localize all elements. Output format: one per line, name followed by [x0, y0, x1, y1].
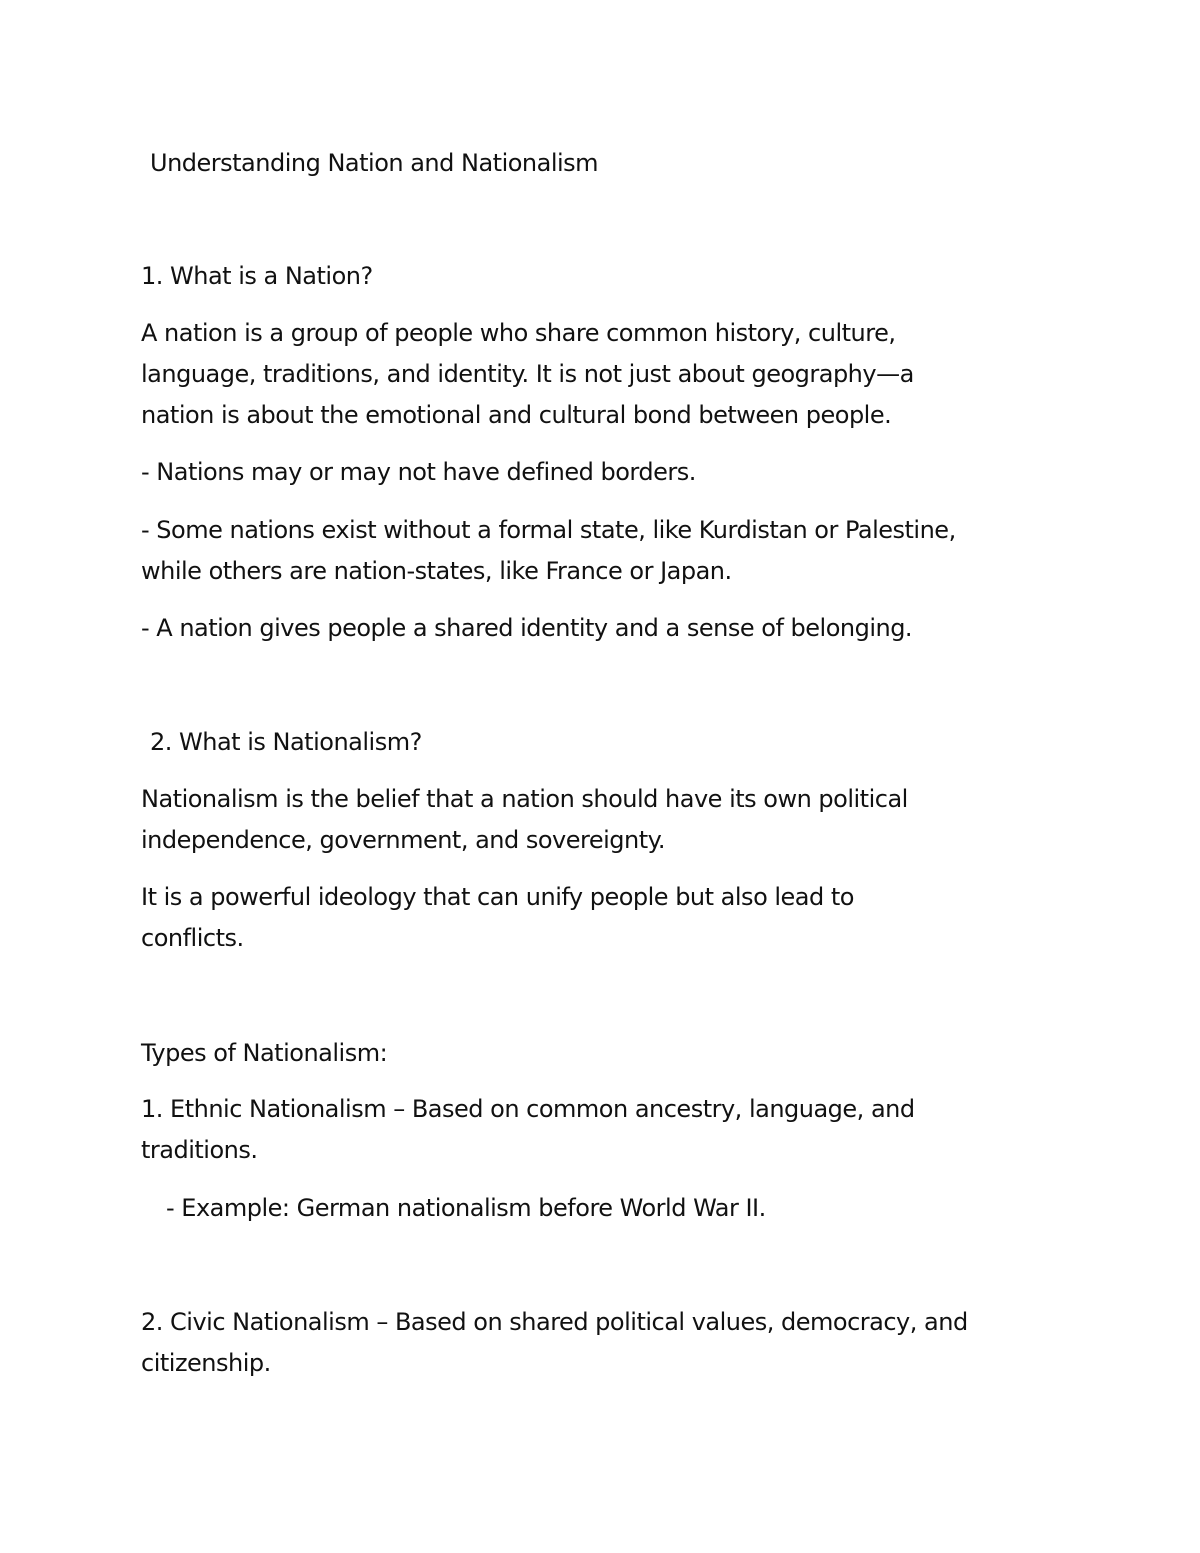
text-line: - Some nations exist without a formal state, like Kurdistan or Palestine,	[141, 516, 956, 544]
types-heading: Types of Nationalism:	[141, 1039, 388, 1067]
text-line: A nation is a group of people who share common history, culture,	[141, 319, 896, 347]
bullet-borders: - Nations may or may not have defined borders.	[141, 458, 696, 486]
section-heading-nationalism: 2. What is Nationalism?	[150, 728, 422, 756]
text-line: language, traditions, and identity. It is not just about geography—a	[141, 360, 914, 388]
text-line: nation is about the emotional and cultural bond between people.	[141, 401, 892, 429]
section-heading-nation: 1. What is a Nation?	[141, 262, 373, 290]
text-line: conflicts.	[141, 924, 244, 952]
nationalism-definition-paragraph	[141, 779, 908, 861]
ethnic-nationalism-item	[141, 1089, 915, 1171]
bullet-shared-identity: - A nation gives people a shared identity and a sense of belonging.	[141, 614, 913, 642]
text-line: It is a powerful ideology that can unify people but also lead to	[141, 883, 854, 911]
text-line: independence, government, and sovereignty.	[141, 826, 666, 854]
document-title: Understanding Nation and Nationalism	[150, 149, 599, 177]
text-line: 1. Ethnic Nationalism – Based on common ancestry, language, and	[141, 1095, 915, 1123]
text-line: traditions.	[141, 1136, 258, 1164]
text-line: Nationalism is the belief that a nation should have its own political	[141, 785, 908, 813]
bullet-stateless-nations	[141, 510, 956, 592]
text-line: 2. Civic Nationalism – Based on shared political values, democracy, and	[141, 1308, 968, 1336]
civic-nationalism-item	[141, 1302, 968, 1384]
ethnic-example: - Example: German nationalism before World War II.	[166, 1194, 766, 1222]
text-line: while others are nation-states, like France or Japan.	[141, 557, 732, 585]
nation-definition-paragraph	[141, 313, 914, 436]
text-line: citizenship.	[141, 1349, 271, 1377]
nationalism-ideology-paragraph	[141, 877, 854, 959]
